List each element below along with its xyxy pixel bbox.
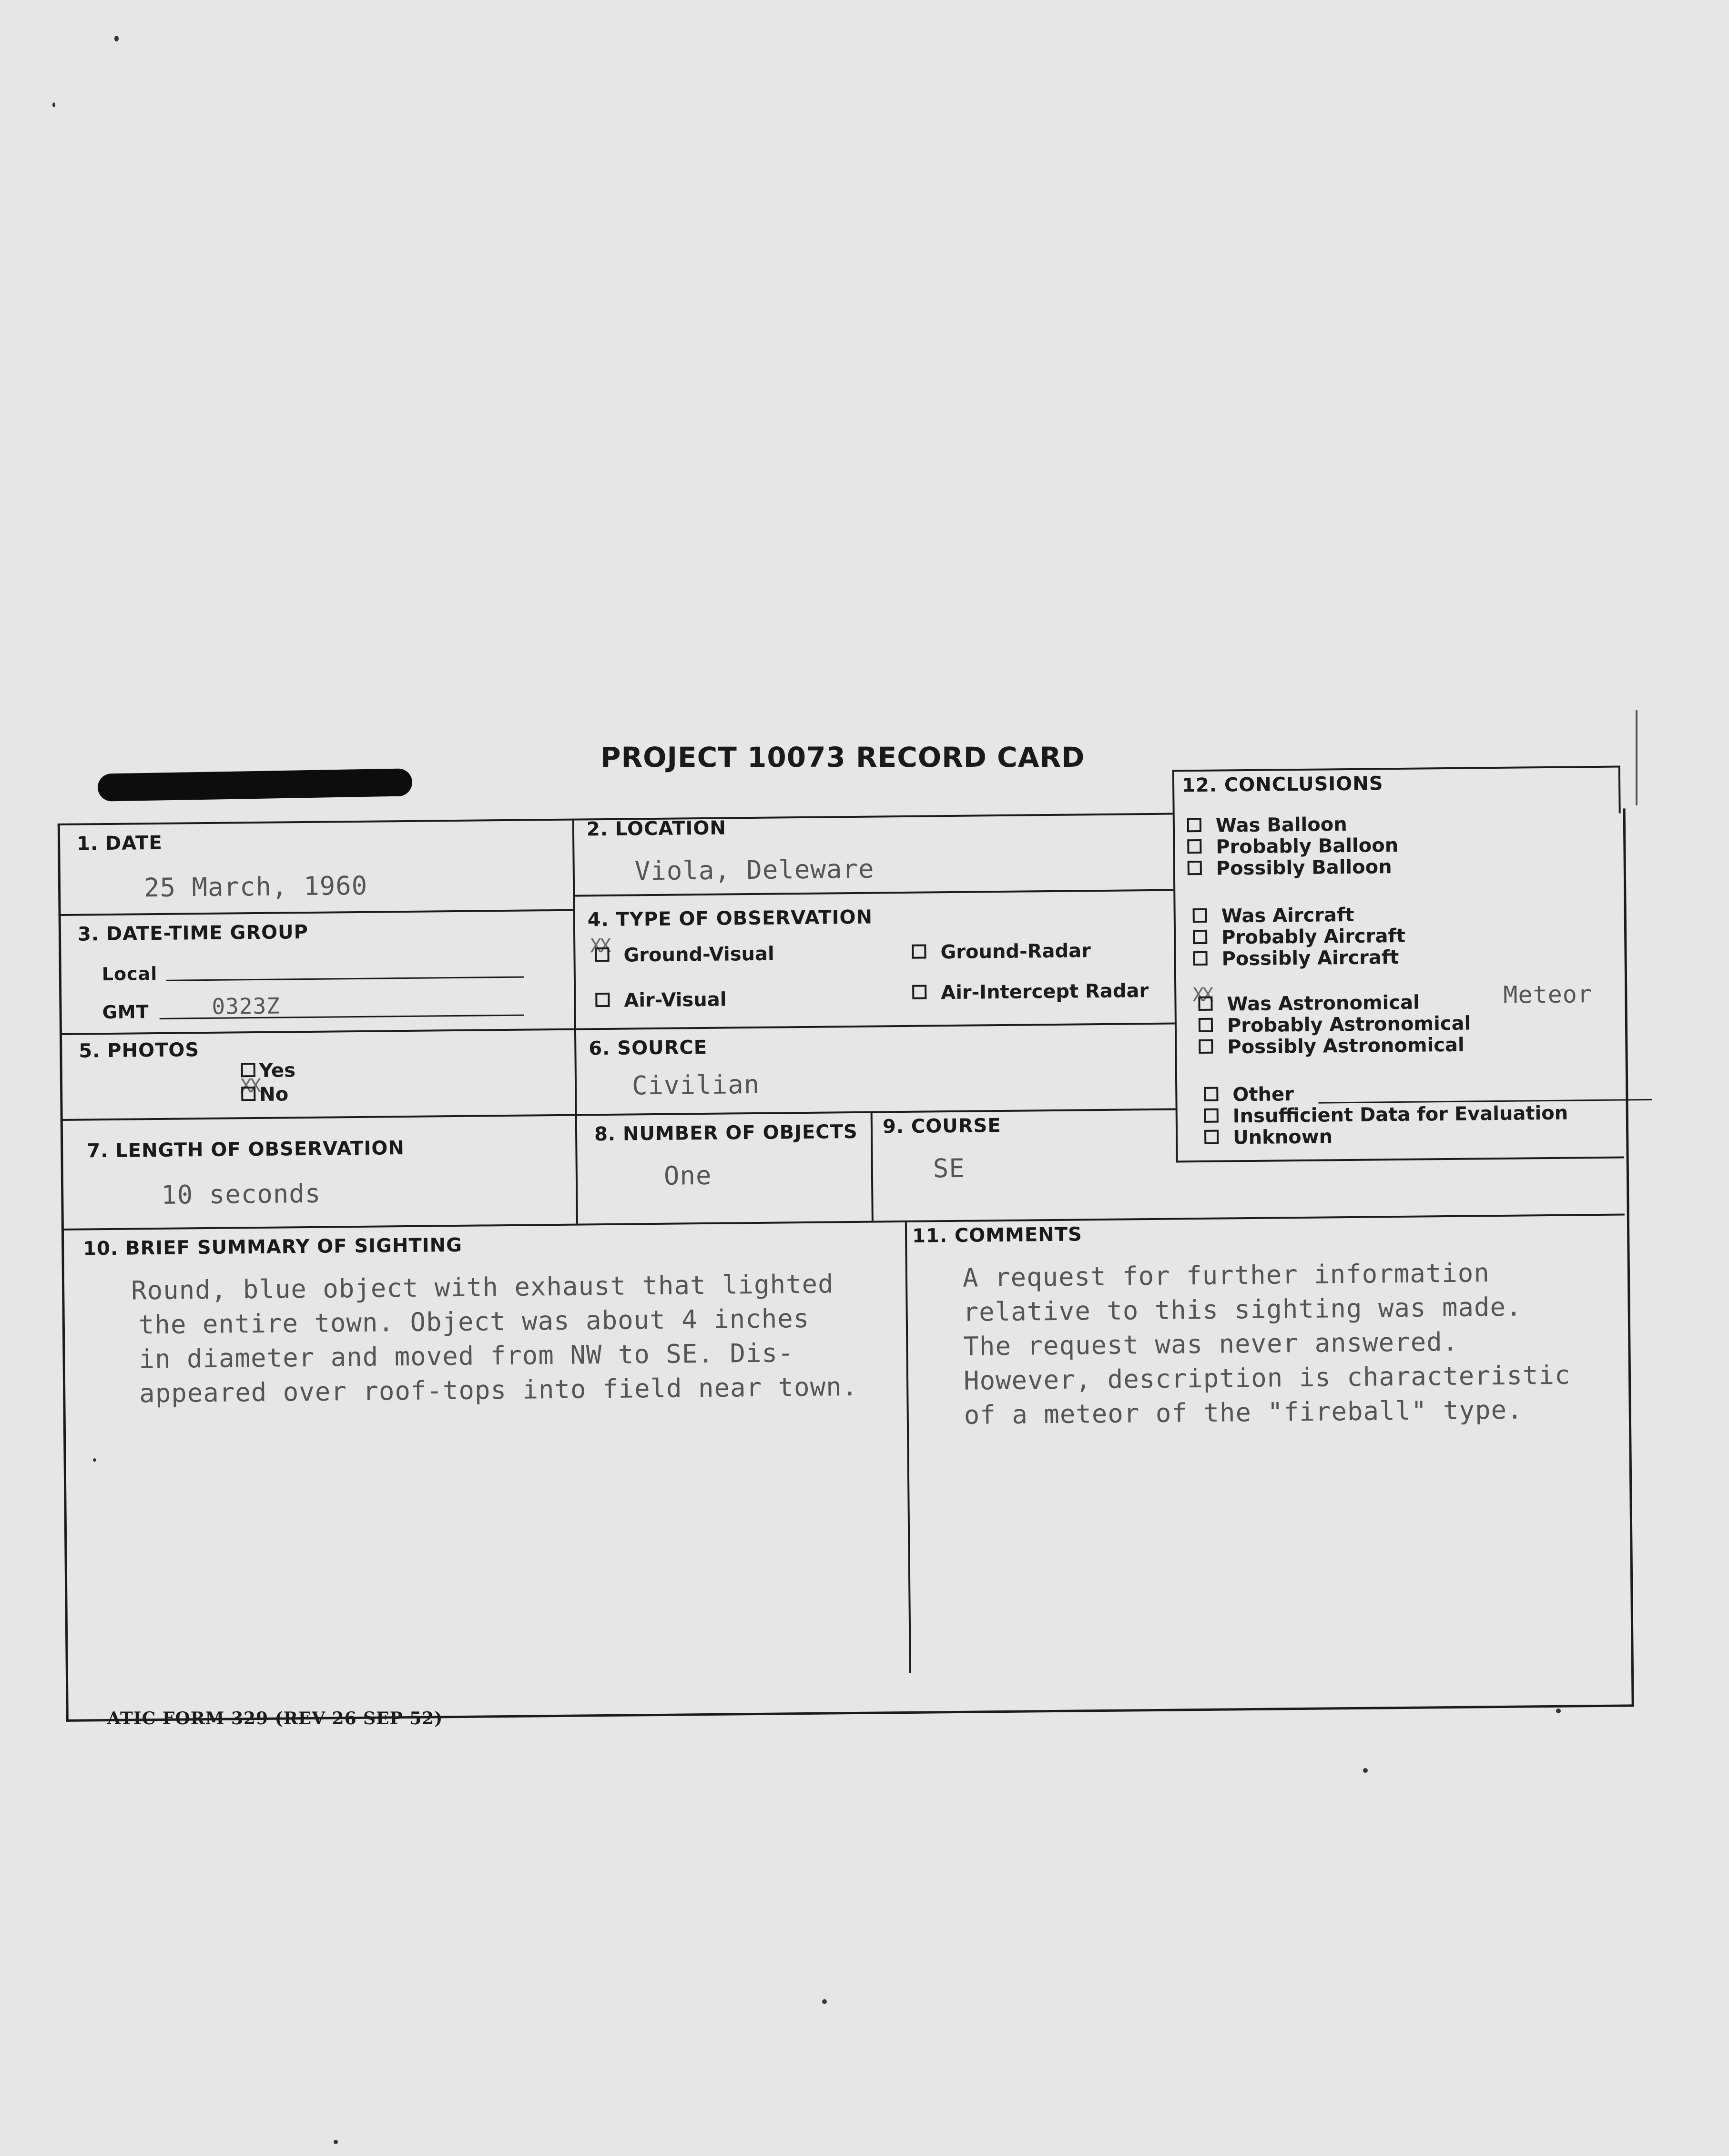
conclusion-was-balloon-label: Was Balloon	[1215, 814, 1347, 837]
conclusion-other-label: Other	[1232, 1083, 1294, 1106]
scan-speck	[1556, 1709, 1561, 1713]
conclusion-possibly-astronomical[interactable]	[1199, 1034, 1465, 1058]
conclusion-was-balloon[interactable]	[1187, 814, 1347, 837]
conclusion-probably-astronomical[interactable]	[1199, 1013, 1471, 1037]
scan-speck	[1363, 1768, 1368, 1773]
conclusion-unknown[interactable]	[1204, 1126, 1332, 1149]
summary-label: 10. BRIEF SUMMARY OF SIGHTING	[83, 1234, 463, 1260]
scan-speck	[334, 2140, 338, 2144]
dtg-local-label: Local	[102, 963, 158, 985]
checkbox-icon	[1193, 930, 1207, 944]
ground-visual-check-mark: XX	[590, 935, 610, 957]
location-label: 2. LOCATION	[586, 817, 727, 841]
comments-line-3: The request was never answered.	[963, 1326, 1459, 1362]
checkbox-icon	[1204, 1130, 1219, 1144]
dtg-gmt-value: 0323Z	[212, 993, 281, 1019]
conclusion-probably-aircraft-label: Probably Aircraft	[1221, 925, 1406, 949]
source-value: Civilian	[631, 1069, 760, 1101]
conclusion-meteor-note: Meteor	[1503, 980, 1593, 1009]
number-objects-label: 8. NUMBER OF OBJECTS	[594, 1120, 858, 1146]
conclusion-probably-balloon[interactable]	[1187, 834, 1398, 858]
checkbox-icon	[1204, 1087, 1218, 1101]
source-label: 6. SOURCE	[589, 1036, 708, 1060]
comments-line-2: relative to this sighting was made.	[963, 1292, 1522, 1327]
conclusion-probably-astronomical-label: Probably Astronomical	[1227, 1012, 1471, 1037]
option-ground-radar[interactable]	[912, 940, 1091, 964]
dtg-gmt-label: GMT	[102, 1001, 149, 1023]
conclusions-top-rule	[1172, 766, 1620, 772]
date-value: 25 March, 1960	[143, 870, 368, 903]
option-air-visual[interactable]	[595, 989, 726, 1012]
comments-line-5: of a meteor of the "fireball" type.	[964, 1394, 1523, 1430]
option-photos-no[interactable]	[241, 1083, 288, 1106]
record-card	[57, 770, 1638, 1691]
checkbox-icon	[1198, 997, 1212, 1011]
checkbox-icon	[1187, 839, 1201, 854]
length-observation-label: 7. LENGTH OF OBSERVATION	[87, 1137, 405, 1162]
number-objects-value: One	[663, 1160, 712, 1191]
scan-speck	[1636, 710, 1637, 805]
photos-no-check-mark: XX	[240, 1075, 260, 1098]
summary-line-1: Round, blue object with exhaust that lighted	[131, 1269, 834, 1306]
conclusion-was-astronomical-label: Was Astronomical	[1227, 991, 1420, 1016]
option-ground-visual[interactable]	[595, 943, 774, 967]
course-value: SE	[933, 1153, 966, 1184]
conclusion-probably-balloon-label: Probably Balloon	[1216, 834, 1399, 858]
checkbox-icon	[1187, 818, 1201, 832]
checkbox-icon	[241, 1087, 255, 1101]
conclusion-other[interactable]	[1204, 1083, 1294, 1106]
scan-speck	[52, 102, 55, 107]
summary-line-4: appeared over roof-tops into field near town.	[139, 1371, 858, 1409]
conclusion-was-aircraft-label: Was Aircraft	[1221, 904, 1354, 927]
checkbox-icon	[1199, 1018, 1213, 1032]
conclusion-possibly-aircraft-label: Possibly Aircraft	[1221, 946, 1399, 970]
photos-label: 5. PHOTOS	[79, 1039, 200, 1062]
astronomical-check-mark: XX	[1192, 984, 1212, 1007]
form-footer: ATIC FORM 329 (REV 26 SEP 52)	[107, 1709, 443, 1729]
option-air-intercept-radar-label: Air-Intercept Radar	[941, 980, 1149, 1004]
summary-line-2: the entire town. Object was about 4 inches	[138, 1303, 810, 1340]
card-title: PROJECT 10073 RECORD CARD	[600, 741, 1085, 773]
conclusion-possibly-balloon[interactable]	[1188, 856, 1392, 880]
option-air-intercept-radar[interactable]	[912, 980, 1149, 1004]
checkbox-icon	[912, 945, 926, 959]
conclusion-unknown-label: Unknown	[1232, 1126, 1333, 1149]
checkbox-icon	[1193, 908, 1207, 923]
conclusion-insufficient-data[interactable]	[1204, 1102, 1568, 1128]
checkbox-icon	[1204, 1109, 1219, 1123]
type-observation-label: 4. TYPE OF OBSERVATION	[587, 906, 873, 931]
option-ground-radar-label: Ground-Radar	[940, 940, 1091, 964]
conclusion-probably-aircraft[interactable]	[1193, 925, 1405, 949]
option-ground-visual-label: Ground-Visual	[623, 943, 774, 966]
dtg-label: 3. DATE-TIME GROUP	[77, 921, 309, 946]
summary-line-3: in diameter and moved from NW to SE. Dis-	[139, 1338, 794, 1374]
checkbox-icon	[1199, 1039, 1213, 1054]
length-observation-value: 10 seconds	[161, 1178, 321, 1210]
course-label: 9. COURSE	[882, 1115, 1001, 1138]
comments-line-1: A request for further information	[962, 1258, 1490, 1293]
comments-label: 11. COMMENTS	[912, 1223, 1083, 1247]
conclusion-possibly-aircraft[interactable]	[1193, 946, 1399, 970]
option-air-visual-label: Air-Visual	[624, 988, 727, 1012]
date-label: 1. DATE	[76, 832, 163, 855]
comments-line-4: However, description is characteristic	[963, 1360, 1571, 1396]
conclusions-right-rule	[1618, 766, 1621, 814]
conclusions-label: 12. CONCLUSIONS	[1181, 773, 1383, 797]
checkbox-icon	[912, 985, 926, 999]
option-photos-no-label: No	[259, 1083, 289, 1106]
checkbox-icon	[595, 947, 609, 962]
scan-speck	[822, 1999, 827, 2004]
conclusion-possibly-astronomical-label: Possibly Astronomical	[1227, 1034, 1465, 1058]
conclusion-was-aircraft[interactable]	[1193, 904, 1354, 927]
scan-speck	[114, 36, 119, 41]
scan-speck	[93, 1458, 96, 1462]
location-value: Viola, Deleware	[634, 854, 875, 886]
conclusion-possibly-balloon-label: Possibly Balloon	[1216, 856, 1392, 880]
checkbox-icon	[595, 993, 610, 1007]
checkbox-icon	[1188, 861, 1202, 875]
conclusion-insufficient-data-label: Insufficient Data for Evaluation	[1232, 1102, 1568, 1128]
conclusion-was-astronomical[interactable]	[1198, 992, 1420, 1016]
option-photos-yes-label: Yes	[259, 1059, 296, 1082]
checkbox-icon	[1193, 951, 1207, 966]
